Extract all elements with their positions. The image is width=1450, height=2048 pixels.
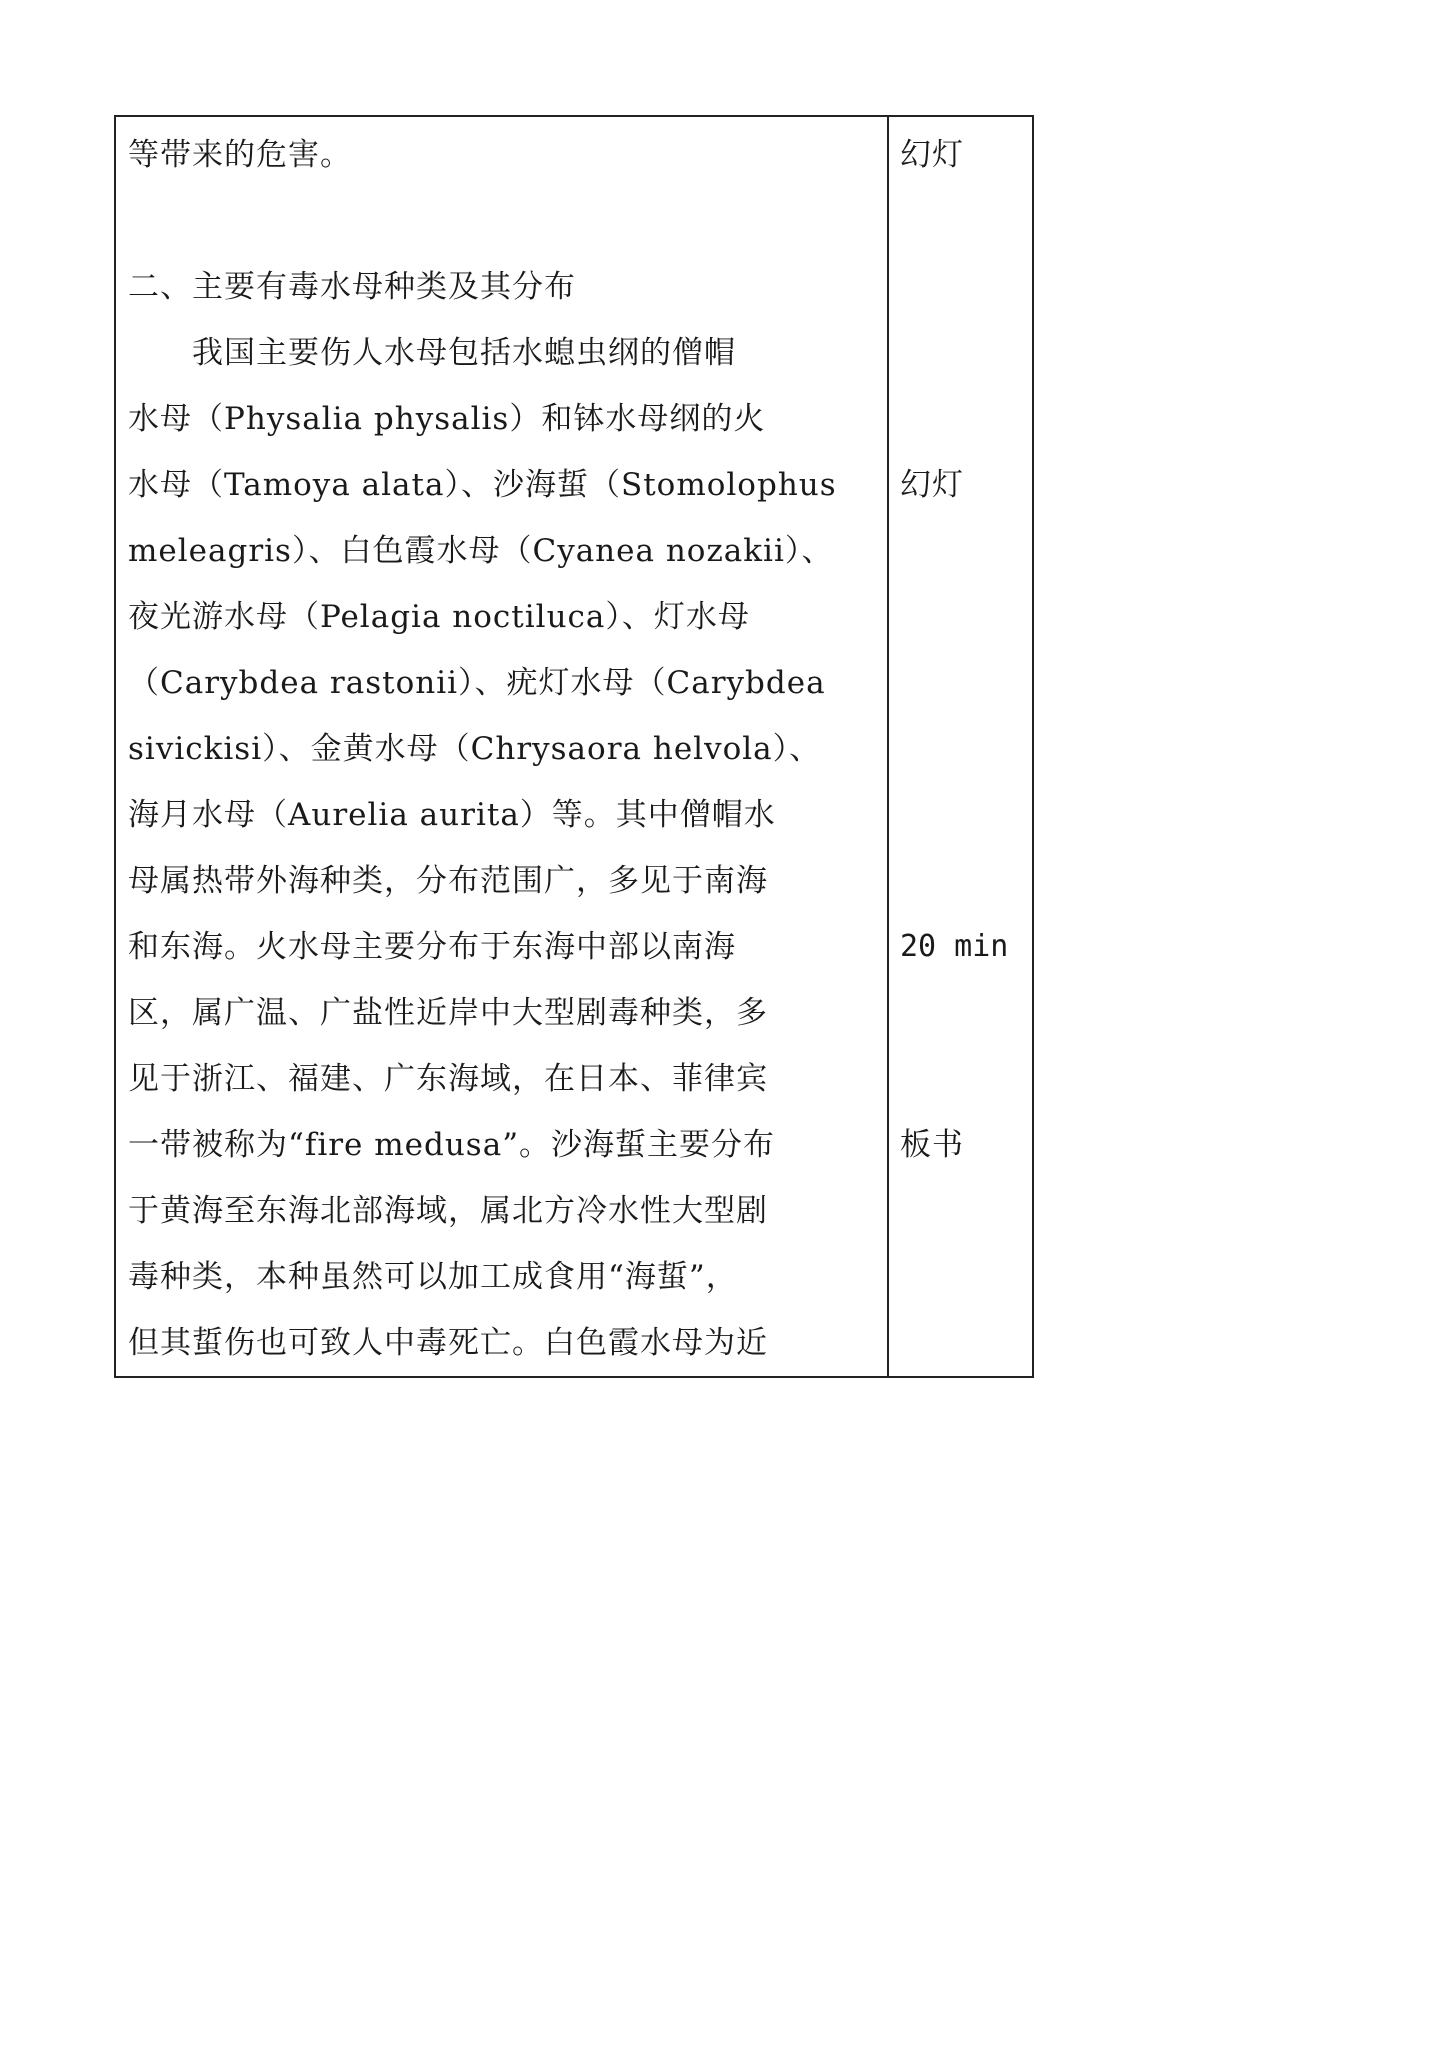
text-line-13: 和东海。火水母主要分布于东海中部以南海 — [128, 929, 736, 965]
text-line-6: 水母（Tamoya alata）、沙海蜇（Stomolophus — [128, 467, 837, 503]
text-line-9: （Carybdea rastonii）、疣灯水母（Carybdea — [128, 665, 826, 701]
column-divider — [887, 117, 889, 1376]
side-note-duration: 20 min — [900, 929, 1009, 964]
text-line-7: meleagris）、白色霞水母（Cyanea nozakii）、 — [128, 533, 834, 569]
lesson-plan-table — [114, 115, 1034, 1378]
text-line-1: 等带来的危害。 — [128, 137, 352, 173]
text-line-12: 母属热带外海种类，分布范围广，多见于南海 — [128, 863, 768, 899]
text-line-14: 区，属广温、广盐性近岸中大型剧毒种类，多 — [128, 995, 768, 1031]
text-line-10: sivickisi）、金黄水母（Chrysaora helvola）、 — [128, 731, 822, 767]
text-line-19: 但其蜇伤也可致人中毒死亡。白色霞水母为近 — [128, 1325, 768, 1361]
text-line-5: 水母（Physalia physalis）和钵水母纲的火 — [128, 401, 766, 437]
side-note-slides-1: 幻灯 — [900, 137, 964, 173]
text-line-8: 夜光游水母（Pelagia noctiluca）、灯水母 — [128, 599, 750, 635]
text-line-17: 于黄海至东海北部海域，属北方冷水性大型剧 — [128, 1193, 768, 1229]
text-line-4: 我国主要伤人水母包括水螅虫纲的僧帽 — [128, 335, 736, 371]
text-line-18: 毒种类，本种虽然可以加工成食用“海蜇”， — [128, 1259, 738, 1295]
text-line-15: 见于浙江、福建、广东海域，在日本、菲律宾 — [128, 1061, 768, 1097]
side-note-blackboard: 板书 — [900, 1127, 964, 1163]
side-note-slides-2: 幻灯 — [900, 467, 964, 503]
text-line-16: 一带被称为“fire medusa”。沙海蜇主要分布 — [128, 1127, 776, 1163]
text-line-11: 海月水母（Aurelia aurita）等。其中僧帽水 — [128, 797, 776, 833]
section-heading: 二、主要有毒水母种类及其分布 — [128, 269, 576, 305]
text-line-2 — [128, 201, 876, 241]
